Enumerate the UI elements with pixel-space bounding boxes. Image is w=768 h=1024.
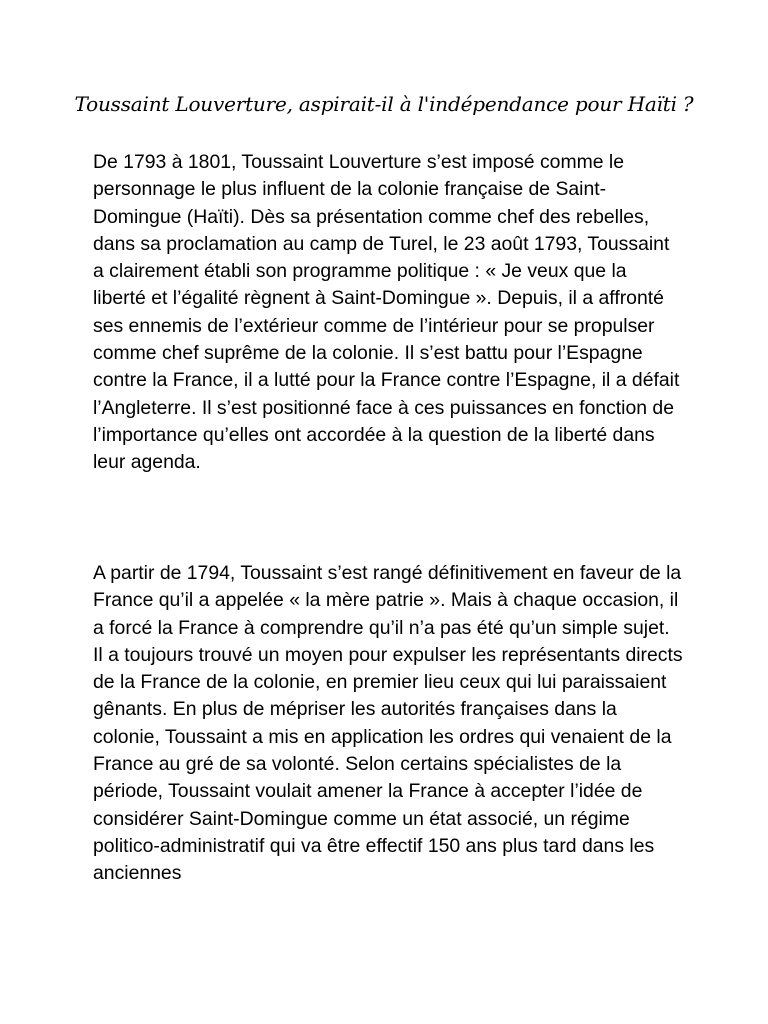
paragraph-2: A partir de 1794, Toussaint s’est rangé définitivement en faveur de la France qu’il a appelée « la mère patrie ». Mais à chaque occasion, il a forcé la France à comprendre qu’il n’a pas été qu’un simple sujet. Il a toujours trouvé un moyen pour expulser les représentants directs de la France de la colonie, en premier lieu ceux qui lui paraissaient gênants. En plus de mépriser les autorités françaises dans la colonie, Toussaint a mis en application les ordres qui venaient de la France au gré de sa volonté. Selon certains spécialistes de la période, Toussaint voulait amener la France à accepter l’idée de considérer Saint-Domingue comme un état associé, un régime politico-administratif qui va être effectif 150 ans plus tard dans les anciennes: [93, 562, 683, 885]
paragraph-1: De 1793 à 1801, Toussaint Louverture s’est imposé comme le personnage le plus influent de la colonie française de Saint-Domingue (Haïti). Dès sa présentation comme chef des rebelles, dans sa proclamation au camp de Turel, le 23 août 1793, Toussaint a clairement établi son programme politique : « Je veux que la liberté et l’égalité règnent à Saint-Domingue ». Depuis, il a affronté ses ennemis de l’extérieur comme de l’intérieur pour se propulser comme chef suprême de la colonie. Il s’est battu pour l’Espagne contre la France, il a lutté pour la France contre l’Espagne, il a défait l’Angleterre. Il s’est positionné face à ces puissances en fonction de l’importance qu’elles ont accordée à la question de la liberté dans leur agenda.: [93, 151, 680, 474]
document-title: Toussaint Louverture, aspirait-il à l'indépendance pour Haïti ?: [74, 92, 694, 116]
